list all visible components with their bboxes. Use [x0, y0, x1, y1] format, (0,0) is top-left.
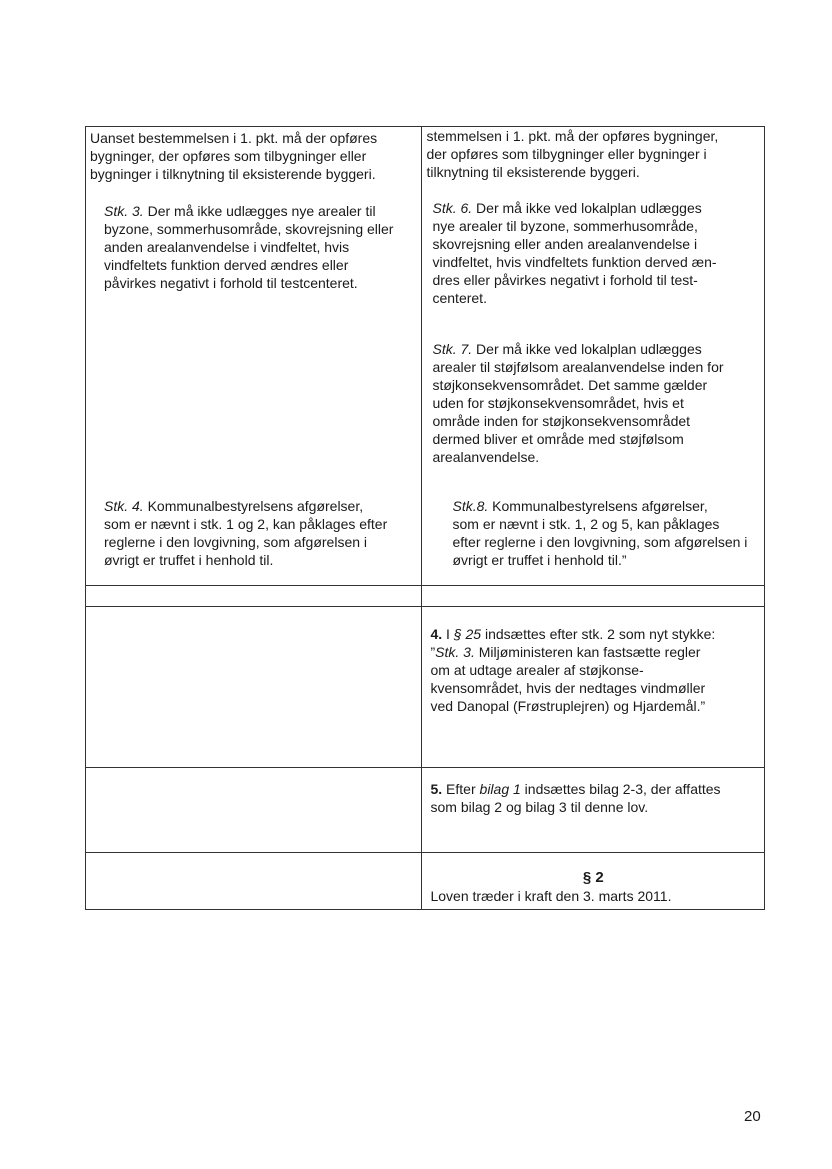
stk-label: Stk. 3. — [104, 203, 144, 219]
paragraph-text: I — [442, 626, 454, 642]
paragraph-text: indsættes bilag 2-3, der affattes som bilag 2 og bilag 3 til denne lov. — [430, 781, 721, 815]
paragraph-text: Der må ikke udlægges nye arealer til byzone, sommerhusområde, skovrejsning eller anden arealanvendelse i vindfeltet, hvis vindfeltets funktion derved ændres eller påvirkes negativt i forhold til testcenteret. — [104, 203, 394, 291]
empty-cell — [86, 607, 422, 768]
item-number: 4. — [430, 626, 443, 642]
paragraph-text: Kommunalbestyrelsens afgørelser, som er nævnt i stk. 1, 2 og 5, kan påklages efter reglerne i den lovgivning, som afgørelsen i øvrigt er truffet i henhold til.” — [452, 498, 748, 568]
stk-label: Stk. 4. — [104, 498, 144, 514]
stk-label: Stk. 6. — [432, 200, 473, 216]
paragraph-item-4 — [422, 625, 764, 715]
left-cell-current-law — [86, 127, 422, 586]
right-cell-proposed-law — [422, 127, 765, 586]
empty-cell — [86, 586, 422, 607]
comparison-table — [85, 126, 765, 910]
paragraph-text: Der må ikke ved lokalplan udlægges nye arealer til byzone, sommerhusområde, skovrejsning eller anden arealanvendelse i vindfeltet, hvis vindfeltets funktion derved æn- dres eller påvirkes negativt i forhold til test- centeret. — [432, 200, 717, 306]
paragraph-text: Der må ikke ved lokalplan udlægges arealer til støjfølsom arealanvendelse inden for støjkonsekvensområdet. Det samme gælder uden for støjkonsekvensområdet, hvis et område inden for støjkonsekvensområdet dermed bliver et område med støjfølsom arealanvendelse. — [432, 341, 724, 465]
right-cell-item-5 — [422, 768, 765, 853]
page-number: 20 — [744, 1108, 761, 1125]
right-cell-section-2 — [422, 853, 765, 910]
paragraph-text: Uanset bestemmelsen i 1. pkt. må der opføres bygninger, der opføres som tilbygninger eller bygninger i tilknytning til eksisterende byggeri. — [90, 130, 378, 182]
table-row — [86, 853, 765, 910]
paragraph-stk-3 — [86, 202, 421, 292]
table-row — [86, 768, 765, 853]
section-reference: bilag 1 — [479, 781, 521, 797]
paragraph-text: Miljøministeren kan fastsætte regler om at udtage arealer af støjkonse- kvensområdet, hvis der nedtages vindmøller ved Danopal (Frøstruplejren) og Hjardemål.” — [430, 644, 706, 714]
paragraph-text: stemmelsen i 1. pkt. må der opføres bygninger, der opføres som tilbygninger eller bygninger i tilknytning til eksisterende byggeri. — [426, 128, 719, 180]
section-reference: § 25 — [453, 626, 482, 642]
table-row — [86, 586, 765, 607]
paragraph-text: Efter — [442, 781, 480, 797]
paragraph-stk-4 — [86, 497, 421, 569]
paragraph-item-5 — [422, 780, 764, 816]
paragraph-stk-7 — [422, 340, 764, 466]
empty-cell — [422, 586, 765, 607]
empty-cell — [86, 853, 422, 910]
stk-label: Stk.8. — [452, 498, 489, 514]
table-row — [86, 127, 765, 586]
paragraph-stk-6 — [422, 199, 764, 307]
paragraph-section-2: Loven træder i kraft den 3. marts 2011. — [430, 888, 672, 904]
paragraph-text: Kommunalbestyrelsens afgørelser, som er nævnt i stk. 1 og 2, kan påklages efter reglerne i den lovgivning, som afgørelsen i øvrigt er truffet i henhold til. — [104, 498, 388, 568]
right-cell-item-4 — [422, 607, 765, 768]
item-number: 5. — [430, 781, 443, 797]
section-heading: § 2 — [582, 869, 604, 886]
stk-label: Stk. 7. — [432, 341, 473, 357]
paragraph-stk-8 — [422, 497, 764, 569]
paragraph-text: indsættes efter stk. 2 som nyt stykke: ” — [430, 626, 716, 660]
stk-label: Stk. 3. — [435, 644, 475, 660]
table-row — [86, 607, 765, 768]
empty-cell — [86, 768, 422, 853]
